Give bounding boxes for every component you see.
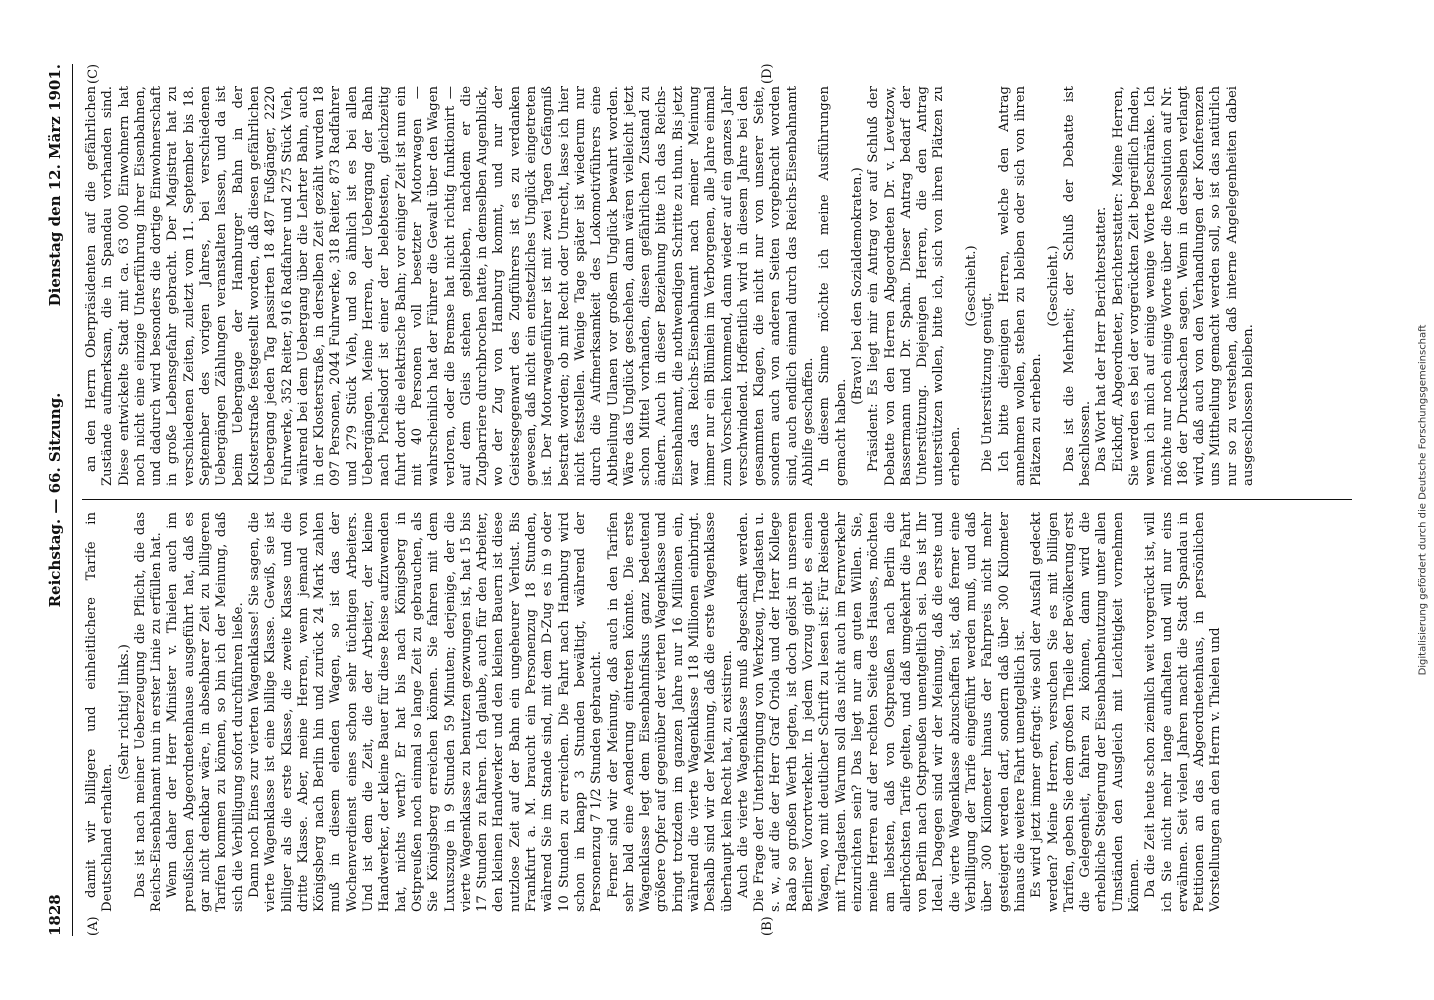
digitization-credit [1414,20,1432,980]
margin-mark-b: (B) [760,916,775,936]
paragraph: (Bravo! bei den Sozialdemokraten.) [849,167,865,405]
paragraph: Dann noch Eines zur vierten Wagenklasse! Sie sagen, die vierte Wagenklasse ist eine billige Klasse. Gewiß, sie ist billiger als die erste Klasse, die zweite Klasse und die dritte Klasse. Aber, meine Herren, wenn jemand von Königsberg nach Berlin hin und zurück 24 Mark zahlen muß in diesem elenden Wagen, so ist das der Wochenverdienst eines schon sehr tüchtigen Arbeiters. Und ist dem die Zeit, die der Arbeiter, der kleine Handwerker, der kleine Bauer für diese Reise aufzuwenden hat, nichts werth? Er hat bis nach Königsberg in Ostpreußen noch einmal so lange Zeit zu gebrauchen, als Sie Königsberg erreichen können. Sie fahren mit dem Luxuszuge in 9 Stunden 59 Minuten; derjenige, der die vierte Wagenklasse zu benutzen gezwungen ist, hat 15 bis 17 Stunden zu fahren. Ich glaube, auch für den Arbeiter, den kleinen Handwerker und den kleinen Bauern ist diese nutzlose Zeit auf der Bahn ein ungeheurer Verlust. Bis Frankfurt a. M. braucht ein Personenzug 18 Stunden, während Sie im Stande sind, mit dem D-Zug es in 9 oder 10 Stunden zu erreichen. Die Fahrt nach Hamburg wird schon in knapp 3 Stunden bewältigt, während der Personenzug 7 1/2 Stunden gebraucht. [246,512,605,912]
page-number: 1828 [46,894,64,936]
session-date: Dienstag den 12. März 1901. [46,64,64,307]
page-header [46,64,70,936]
paragraph: Präsident: Es liegt mir ein Antrag vor auf Schluß der Debatte von den Herren Abgeordneten Dr. v. Levetzow, Bassermann und Dr. Spahn. Dieser Antrag bedarf der Unterstützung. Diejenigen Herren, die den Antrag unterstützen wollen, bitte ich, sich von ihren Plätzen zu erheben. [866,86,963,486]
paragraph: Die Unterstützung genügt. [980,292,996,472]
paragraph: Ich bitte diejenigen Herren, welche den Antrag annehmen wollen, stehen zu bleiben oder sich von ihren Plätzen zu erheben. [996,86,1045,486]
paragraph: damit wir billigere und einheitlichere Tarife in Deutschland erhalten. [84,512,116,912]
paragraph: (Sehr richtig! links.) [116,644,132,780]
paragraph: Das ist nach meiner Ueberzeugung die Pflicht, die das Reichs-Eisenbahnamt nun in erster Linie zu erfüllen hat. [132,512,165,912]
paragraph: Ferner sind wir der Meinung, daß auch in den Tarifen sehr bald eine Aenderung eintreten könnte. Die erste Wagenklasse legt dem Eisenbahnfiskus ganz bedeutend größere Opfer auf gegenüber der vierten Wagenklasse und bringt trotzdem im ganzen Jahre nur 16 Millionen ein, während die vierte Wagenklasse 118 Millionen einbringt. Deshalb sind wir der Meinung, daß die erste Wagenklasse überhaupt kein Recht hat, zu existiren. [605,512,735,912]
paragraph: Es wird jetzt immer gefragt: wie soll der Ausfall gedeckt werden? Meine Herren, versuchen Sie es mit billigen Tarifen, geben Sie dem großen Theile der Bevölkerung erst die Gelegenheit, fahren zu können, dann wird die erhebliche Steigerung der Eisenbahnbenutzung unter allen Umständen den Ausgleich mit Leichtigkeit vornehmen können. [1029,512,1142,912]
margin-mark-d: (D) [760,63,775,84]
paragraph: (Geschieht.) [1045,245,1061,327]
column-divider [82,499,1352,500]
credit-text: Digitalisierung gefördert durch die Deutsche Forschungsgemeinschaft [1417,324,1429,676]
margin-mark-c: (C) [86,63,101,84]
margin-mark-a: (A) [86,916,101,936]
paragraph: Wenn daher der Herr Minister v. Thielen auch im preußischen Abgeordnetenhause ausgeführt hat, daß es gar nicht denkbar wäre, in absehbarer Zeit zu billigeren Tarifen kommen zu können, so bin ich der Meinung, daß sich die Verbilligung sofort durchführen ließe. [165,512,246,912]
header-rule [72,64,73,936]
paragraph: an den Herrn Oberpräsidenten auf die gefährlichen Zustände aufmerksam, die in Spandau vorhanden sind. Diese entwickelte Stadt mit ca. 63 000 Einwohnern hat noch nicht eine einzige Unterführung ihrer Eisenbahnen, und dadurch wird besonders die dortige Einwohnerschaft in große Lebensgefahr gebracht. Der Magistrat hat zu verschiedenen Zeiten, zuletzt vom 11. September bis 18. September des vorigen Jahres, bei verschiedenen Uebergängen Zählungen veranstalten lassen, und da ist beim Uebergange der Hamburger Bahn in der Klosterstraße festgestellt worden, daß diesen gefährlichen Uebergang jeden Tag passirten 18 487 Fußgänger, 2220 Fuhrwerke, 352 Reiter, 916 Radfahrer und 275 Stück Vieh, während bei dem Uebergang über die Lehrter Bahn, auch in der Klosterstraße, in derselben Zeit gezählt wurden 18 097 Personen, 2044 Fuhrwerke, 318 Reiter, 873 Radfahrer und 279 Stück Vieh, und so ähnlich ist es bei allen Uebergängen. Meine Herren, der Uebergang der Bahn nach Pichelsdorf ist einer der belebtesten, gleichzeitig fuhrt dort die elektrische Bahn; vor einiger Zeit ist nun ein mit 40 Personen voll besetzter Motorwagen — wahrscheinlich hat der Führer die Gewalt über den Wagen verloren, oder die Bremse hat nicht richtig funktionirt — auf dem Gleis stehen geblieben, nachdem er die Zugbarriere durchbrochen hatte, in demselben Augenblick, wo der Zug von Hamburg kommt, und nur der Geistesgegenwart des Zugführers ist es zu verdanken gewesen, daß nicht ein entsetzliches Unglück eingetreten ist. Der Motorwagenführer ist mit zwei Tagen Gefängniß bestraft worden; ob mit Recht oder Unrecht, lasse ich hier nicht feststellen. Wenige Tage später ist wiederum nur durch die Aufmerksamkeit des Lokomotivführers eine Abtheilung Ulanen vor großem Unglück bewahrt worden. Wäre das Unglück geschehen, dann wären vielleicht jetzt schon Mittel vorhanden, diesen gefährlichen Zustand zu ändern. Auch in dieser Beziehung bitte ich das Reichs-Eisenbahnamt, die nothwendigen Schritte zu thun. Bis jetzt war das Reichs-Eisenbahnamt nach meiner Meinung immer nur ein Blümlein im Verborgenen, alle Jahre einmal zum Vorschein kommend, dann wieder auf ein ganzes Jahr verschwindend. Hoffentlich wird in diesem Jahre bei den gesammten Klagen, die nicht nur von unserer Seite, sondern auch von anderen Seiten vorgebracht worden sind, auch endlich einmal durch das Reichs-Eisenbahnamt Abhilfe geschaffen. [84,86,817,486]
right-column [84,86,1349,486]
session-title: Reichstag. — 66. Sitzung. [46,392,64,608]
paragraph: Auch die vierte Wagenklasse muß abgeschafft werden. Die Frage der Unterbringung von Werkzeug, Traglasten u. s. w., auf die der Herr Graf Oriola und der Herr Kollege Raab so großen Werth legten, ist doch gelöst in unserem Berliner Vorortverkehr. In jedem Vorzug giebt es einen Wagen, wo mit deutlicher Schrift zu lesen ist: Für Reisende mit Traglasten. Warum soll das nicht auch im Fernverkehr einzurichten sein? Das liegt nur am guten Willen. Sie, meine Herren auf der rechten Seite des Hauses, möchten am liebsten, daß von Ostpreußen nach Berlin die allerhöchsten Tarife gelten, und daß umgekehrt die Fahrt von Berlin nach Ostpreußen unentgeltlich sei. Das ist Ihr Ideal. Dagegen sind wir der Meinung, daß die erste und die vierte Wagenklasse abzuschaffen ist, daß ferner eine Verbilligung der Tarife eingeführt werden muß, und daß über 300 Kilometer hinaus der Fahrpreis nicht mehr gesteigert werden darf, sondern daß über 300 Kilometer hinaus die weitere Fahrt unentgeltlich ist. [735,512,1028,912]
paragraph: (Geschieht.) [964,245,980,327]
paragraph: Das ist die Mehrheit; der Schluß der Debatte ist beschlossen. [1061,86,1094,486]
paragraph: In diesem Sinne möchte ich meine Ausführungen gemacht haben. [817,86,849,486]
left-column [84,512,1349,912]
paragraph: Das Wort hat der Herr Berichterstatter. [1094,206,1110,472]
paragraph: Eickhoff, Abgeordneter, Berichterstatter: Meine Herren, Sie werden es bei der vorgerückten Zeit begreiflich finden, wenn ich mich auf einige wenige Worte beschränke. Ich möchte nur noch einige Worte über die Resolution auf Nr. 186 der Drucksachen sagen. Wenn in derselben verlangt wird, daß auch von den Verhandlungen der Konferenzen uns Mittheilung gemacht werden soll, so ist das natürlich nur so zu verstehen, daß interne Angelegenheiten dabei ausgeschlossen bleiben. [1110,86,1257,486]
paragraph: Da die Zeit heute schon ziemlich weit vorgerückt ist, will ich Sie nicht mehr lange aufhalten und will nur eins erwähnen. Seit vielen Jahren macht die Stadt Spandau in Petitionen an das Abgeordnetenhaus, in persönlichen Vorstellungen an den Herrn v. Thielen und [1143,512,1224,912]
